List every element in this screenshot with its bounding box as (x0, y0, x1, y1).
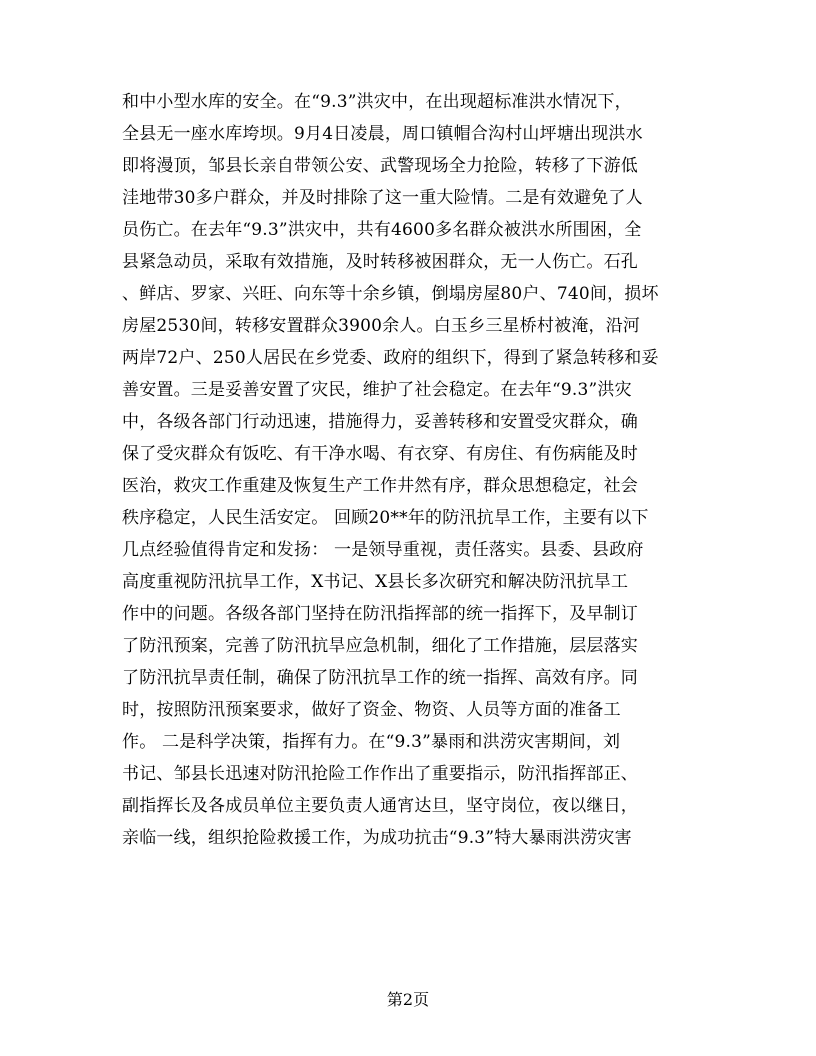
text-line: 书记、邹县长迅速对防汛抢险工作作出了重要指示，防汛指挥部正、 (122, 764, 638, 784)
text-line: 员伤亡。在去年“9.3”洪灾中，共有4600多名群众被洪水所围困，全 (122, 220, 642, 240)
page-number: 第2页 (386, 990, 430, 1009)
text-line: 中，各级各部门行动迅速，措施得力，妥善转移和安置受灾群众，确 (122, 412, 638, 432)
text-line: 了防汛抗旱责任制，确保了防汛抗旱工作的统一指挥、高效有序。同 (122, 668, 638, 688)
text-line: 时，按照防汛预案要求，做好了资金、物资、人员等方面的准备工 (122, 700, 621, 720)
text-line: 副指挥长及各成员单位主要负责人通宵达旦，坚守岗位，夜以继日， (122, 796, 638, 816)
text-line: 几点经验值得肯定和发扬： 一是领导重视，责任落实。县委、县政府 (122, 540, 644, 560)
text-line: 洼地带30多户群众，并及时排除了这一重大险情。二是有效避免了人 (122, 188, 643, 208)
text-line: 、鲜店、罗家、兴旺、向东等十余乡镇，倒塌房屋80户、740间，损坏 (122, 284, 659, 304)
body-text (122, 86, 702, 854)
text-line: 全县无一座水库垮坝。9月4日凌晨，周口镇帽合沟村山坪塘出现洪水 (122, 124, 643, 144)
text-line: 高度重视防汛抗旱工作，X书记、X县长多次研究和解决防汛抗旱工 (122, 572, 629, 592)
text-line: 两岸72户、250人居民在乡党委、政府的组织下，得到了紧急转移和妥 (122, 348, 659, 368)
text-line: 即将漫顶，邹县长亲自带领公安、武警现场全力抢险，转移了下游低 (122, 156, 638, 176)
text-line: 了防汛预案，完善了防汛抗旱应急机制，细化了工作措施，层层落实 (122, 636, 638, 656)
text-line: 医治，救灾工作重建及恢复生产工作井然有序，群众思想稳定，社会 (122, 476, 638, 496)
text-line: 作中的问题。各级各部门坚持在防汛指挥部的统一指挥下，及早制订 (122, 604, 638, 624)
text-line: 县紧急动员，采取有效措施，及时转移被困群众，无一人伤亡。石孔 (122, 252, 638, 272)
text-line: 房屋2530间，转移安置群众3900余人。白玉乡三星桥村被淹，沿河 (122, 316, 641, 336)
text-line: 作。 二是科学决策，指挥有力。在“9.3”暴雨和洪涝灾害期间，刘 (122, 732, 621, 752)
text-line: 善安置。三是妥善安置了灾民，维护了社会稳定。在去年“9.3”洪灾 (122, 380, 632, 400)
text-line: 秩序稳定，人民生活安定。 回顾20**年的防汛抗旱工作，主要有以下 (122, 508, 649, 528)
text-line: 保了受灾群众有饭吃、有干净水喝、有衣穿、有房住、有伤病能及时 (122, 444, 638, 464)
text-line: 和中小型水库的安全。在“9.3”洪灾中，在出现超标准洪水情况下， (122, 92, 632, 112)
text-line: 亲临一线，组织抢险救援工作，为成功抗击“9.3”特大暴雨洪涝灾害 (122, 828, 632, 848)
